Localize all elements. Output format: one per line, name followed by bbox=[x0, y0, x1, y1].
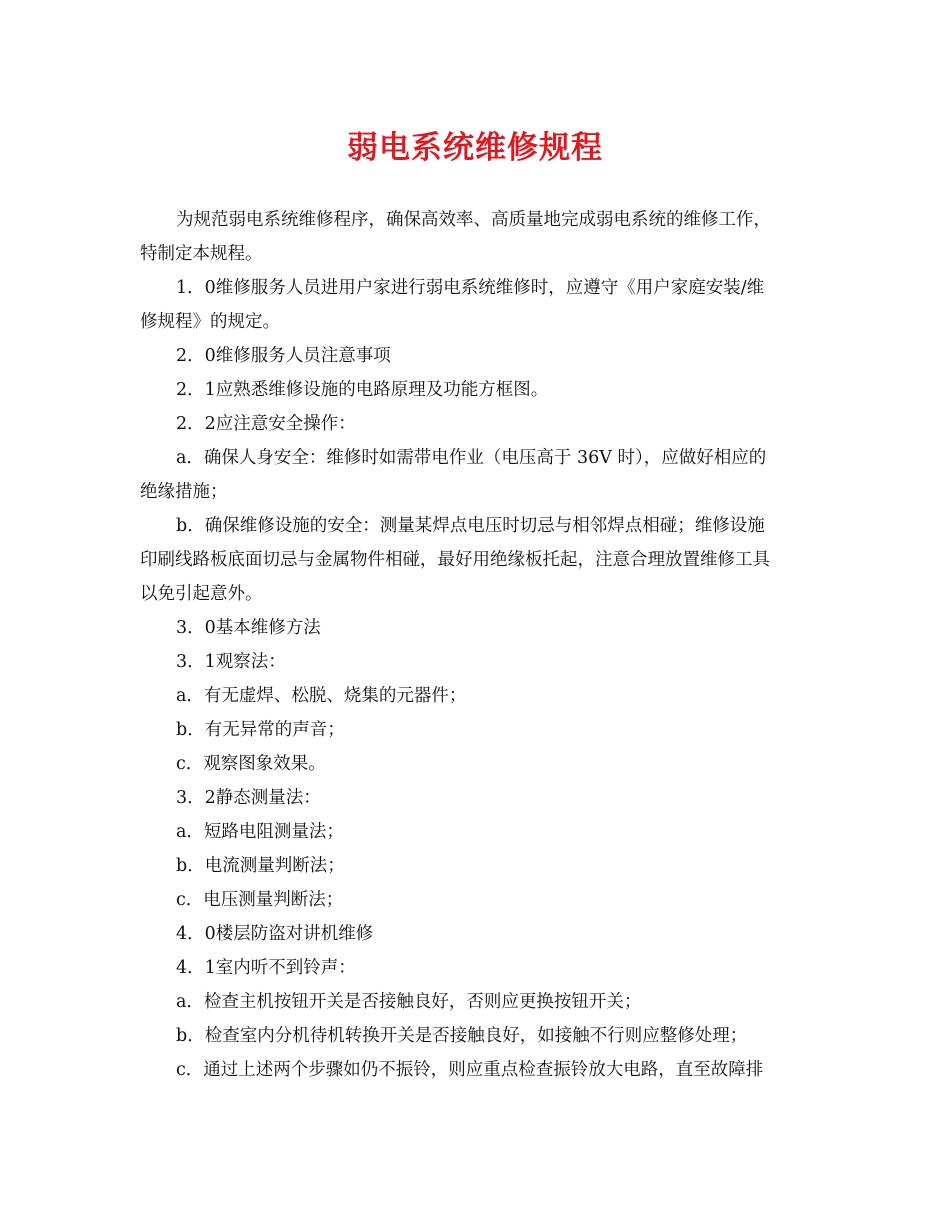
document-line: c．通过上述两个步骤如仍不振铃，则应重点检查振铃放大电路，直至故障排 bbox=[176, 1060, 764, 1080]
document-line: 2．2应注意安全操作： bbox=[176, 414, 356, 434]
document-line: a．检查主机按钮开关是否接触良好，否则应更换按钮开关； bbox=[176, 992, 642, 1012]
document-line: b．有无异常的声音； bbox=[176, 720, 345, 740]
document-line: 4．0楼层防盗对讲机维修 bbox=[176, 924, 374, 944]
document-line: 3．2静态测量法： bbox=[176, 788, 321, 808]
document-line: 2．1应熟悉维修设施的电路原理及功能方框图。 bbox=[176, 380, 549, 400]
document-line: 印刷线路板底面切忌与金属物件相碰，最好用绝缘板托起，注意合理放置维修工具 bbox=[140, 550, 770, 570]
document-line: 2．0维修服务人员注意事项 bbox=[176, 346, 391, 366]
document-line: 特制定本规程。 bbox=[140, 244, 263, 264]
document-line: 以免引起意外。 bbox=[140, 584, 263, 604]
document-line: c．观察图象效果。 bbox=[176, 754, 326, 774]
document-line: c．电压测量判断法； bbox=[176, 890, 344, 910]
document-line: b．检查室内分机待机转换开关是否接触良好，如接触不行则应整修处理； bbox=[176, 1026, 748, 1046]
document-line: 3．1观察法： bbox=[176, 652, 286, 672]
document-line: b．确保维修设施的安全：测量某焊点电压时切忌与相邻焊点相碰；维修设施 bbox=[176, 516, 765, 536]
document-title: 弱电系统维修规程 bbox=[347, 130, 603, 166]
document-line: b．电流测量判断法； bbox=[176, 856, 345, 876]
document-line: 修规程》的规定。 bbox=[140, 312, 280, 332]
document-line: a．有无虚焊、松脱、烧集的元器件； bbox=[176, 686, 467, 706]
document-line: a．确保人身安全：维修时如需带电作业（电压高于 36V 时），应做好相应的 bbox=[176, 448, 767, 468]
document-line: 绝缘措施； bbox=[140, 482, 228, 502]
document-line: 4．1室内听不到铃声： bbox=[176, 958, 356, 978]
document-line: 为规范弱电系统维修程序，确保高效率、高质量地完成弱电系统的维修工作， bbox=[176, 210, 771, 230]
document-line: 1．0维修服务人员进用户家进行弱电系统维修时，应遵守《用户家庭安装/维 bbox=[176, 278, 765, 298]
document-body bbox=[140, 203, 820, 1087]
document-line: a．短路电阻测量法； bbox=[176, 822, 344, 842]
document-line: 3．0基本维修方法 bbox=[176, 618, 321, 638]
